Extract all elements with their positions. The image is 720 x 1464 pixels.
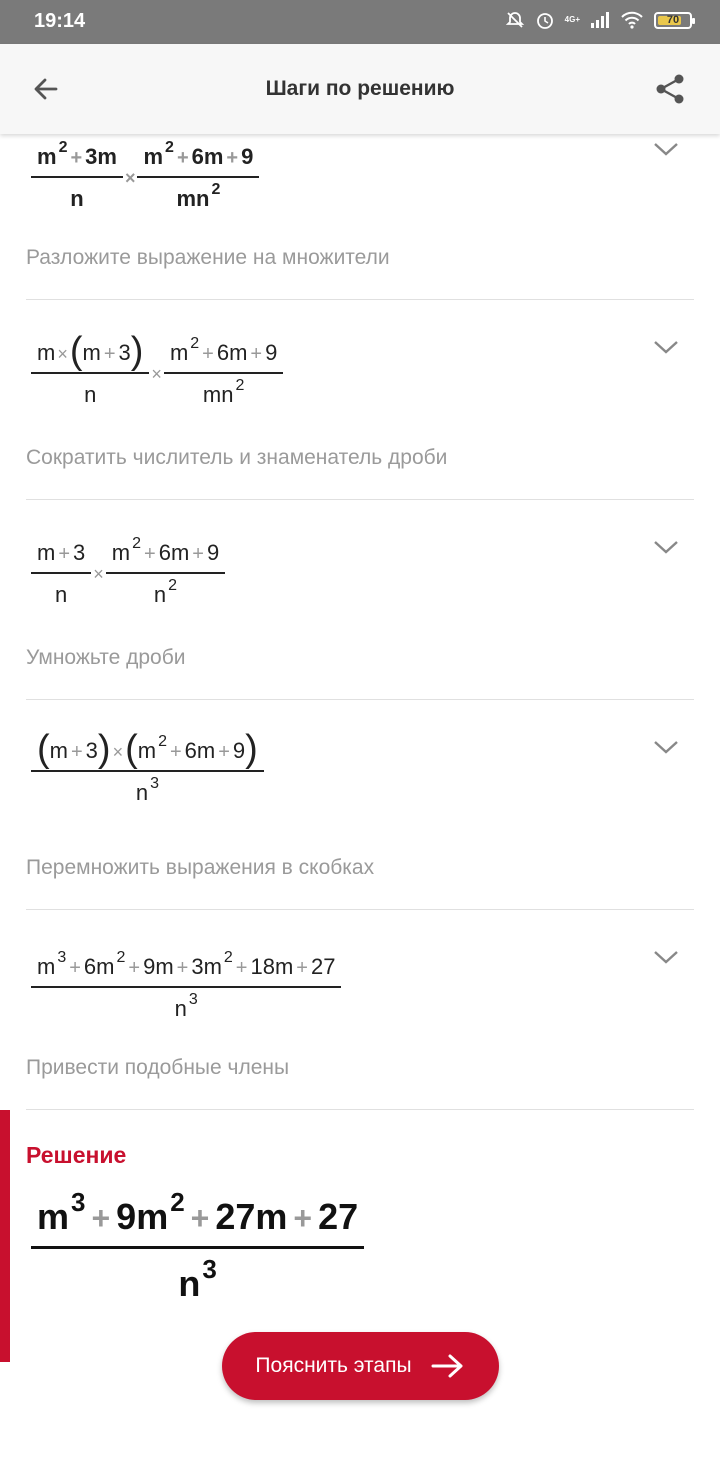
chevron-down-icon[interactable]: [652, 140, 680, 158]
chevron-down-icon[interactable]: [652, 538, 680, 556]
network-type-icon: 4G+: [564, 15, 580, 24]
fraction: $\frac{m ^2 + 6m + 9}{n ^2}$: [106, 540, 225, 608]
fraction: $\frac{m ^2 + 3m}{n}$: [31, 144, 123, 212]
wifi-icon: [620, 11, 644, 29]
step-description: Сократить числитель и знаменатель дроби: [26, 446, 448, 469]
mute-icon: [505, 10, 525, 30]
solution-expression: [31, 1187, 364, 1305]
solution-accent-bar: [0, 1110, 10, 1362]
page-title: Шаги по решению: [265, 77, 455, 100]
step-5-expression: [31, 949, 341, 1022]
step-description: Умножьте дроби: [26, 646, 186, 669]
step-description: Привести подобные члены: [26, 1056, 290, 1079]
fraction: $\frac{(m + 3) \times(m ^2 + 6m + 9)}{n ^3}$: [31, 738, 264, 806]
fraction: $\frac{m ^3 + 6m ^2 + 9m + 3m ^2 + 18m + 27}{n ^3}$: [31, 954, 341, 1022]
fraction: $\frac{m^3 + 9m^2 + 27m + 27}{n^3}$: [31, 1196, 364, 1305]
step-3-expression: $\frac{m + 3}{n}$ × $\frac{m ^2 + 6m + 9}{n ^2}$: [31, 540, 225, 608]
solution-title: Решение: [26, 1142, 127, 1168]
chevron-down-icon[interactable]: [652, 738, 680, 756]
step-description: Разложите выражение на множители: [26, 246, 390, 269]
status-bar: [0, 0, 720, 44]
explain-steps-button[interactable]: [222, 1332, 499, 1400]
battery-icon: 70: [654, 12, 692, 29]
step-2[interactable]: [26, 300, 694, 500]
step-4-expression: [31, 728, 264, 806]
app-bar: [0, 44, 720, 134]
step-1[interactable]: [26, 134, 694, 300]
step-4[interactable]: [26, 700, 694, 910]
alarm-icon: [535, 10, 555, 30]
explain-steps-label: Пояснить этапы: [255, 1354, 412, 1377]
step-1-expression: $\frac{m ^2 + 3m}{n}$ × $\frac{m ^2 + 6m + 9}{mn ^2}$: [31, 144, 259, 212]
chevron-down-icon[interactable]: [652, 948, 680, 966]
divider: [26, 1109, 694, 1110]
status-time: 19:14: [34, 10, 86, 32]
step-2-expression: $\frac{m \times(m + 3)}{n}$ × $\frac{m ^2 + 6m + 9}{mn ^2}$: [31, 340, 283, 408]
signal-icon: [590, 11, 610, 29]
status-icons: [505, 10, 692, 30]
share-icon[interactable]: [652, 71, 688, 107]
step-3[interactable]: [26, 500, 694, 700]
chevron-down-icon[interactable]: [652, 338, 680, 356]
step-5[interactable]: [26, 910, 694, 1110]
arrow-right-icon: [430, 1352, 466, 1380]
step-description: Перемножить выражения в скобках: [26, 856, 375, 879]
fraction: $\frac{m ^2 + 6m + 9}{mn ^2}$: [137, 144, 259, 212]
fraction: $\frac{m + 3}{n}$: [31, 540, 91, 608]
fraction: $\frac{m \times(m + 3)}{n}$: [31, 340, 149, 408]
fraction: $\frac{m ^2 + 6m + 9}{mn ^2}$: [164, 340, 283, 408]
